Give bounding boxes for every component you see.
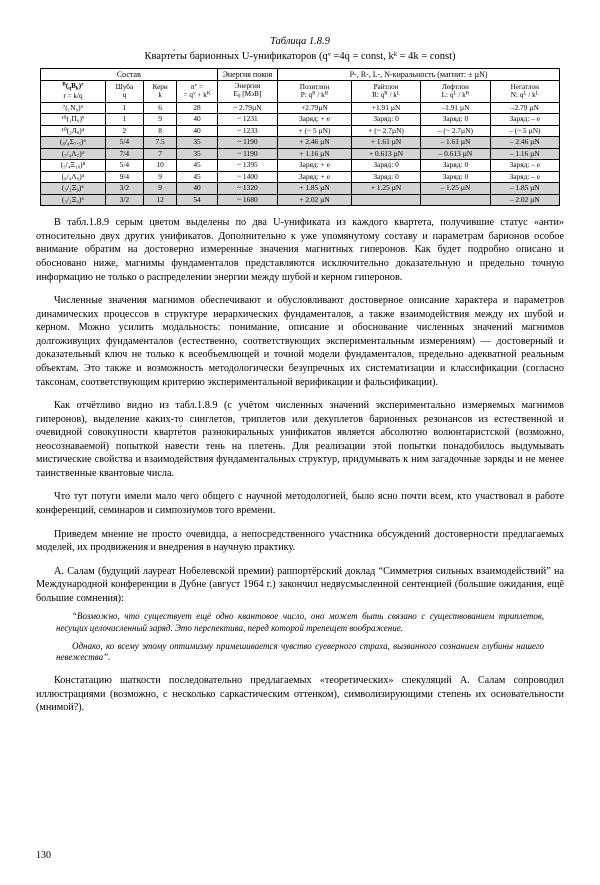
cell-composition: (₇/₄Λ₇)⁴ xyxy=(41,148,106,160)
cell-r: Заряд: 0 xyxy=(351,171,420,183)
cell-n: – 1.16 µN xyxy=(490,148,559,160)
cell-l: – 0.613 µN xyxy=(421,148,490,160)
cell-composition: (₃/₂Ξ₉)⁶ xyxy=(41,194,106,206)
table-row xyxy=(41,183,560,195)
quote-line-1: “Возможно, что существует ещё одно квантовое число, оно может быть связано с существованием триплетов, несущих целочисленный заряд. Это перспектива, перед которой трепещет воображение. xyxy=(56,611,544,634)
cell-energy: ~ 1233 xyxy=(217,125,277,137)
cell-q: 2 xyxy=(105,125,143,137)
table-title: Кварте́ты барионных U-унификаторов (qᵛ =4q = const, kᵏ = 4k = const) xyxy=(144,51,456,62)
cell-r xyxy=(351,194,420,206)
cell-r: + (~ 2.7µN) xyxy=(351,125,420,137)
cell-composition: (₃/₂Ξ₉)⁶ xyxy=(41,183,106,195)
cell-nv: 40 xyxy=(177,183,217,195)
cell-nv: 40 xyxy=(177,114,217,126)
cell-l xyxy=(421,194,490,206)
cell-q: 7/4 xyxy=(105,148,143,160)
cell-energy: ~ 1320 xyxy=(217,183,277,195)
paragraph-4: Что тут потуги имели мало чего общего с научной методологией, было ясно почти всем, кто участвовал в работе конференций, семинаров и симпозиумов того времени. xyxy=(36,491,564,517)
table-row xyxy=(41,148,560,160)
cell-r: +1.91 µN xyxy=(351,102,420,114)
col-header-negatlon: Негатлон N: $q^L / k^L$ xyxy=(490,81,559,103)
table-row xyxy=(41,160,560,172)
cell-nv: 45 xyxy=(177,171,217,183)
table-row xyxy=(41,194,560,206)
cell-energy: ~ 1395 xyxy=(217,160,277,172)
group-header-energy: Энергия покоя xyxy=(217,69,277,81)
cell-q: 9/4 xyxy=(105,171,143,183)
cell-n: Заряд: – e xyxy=(490,171,559,183)
cell-k: 8 xyxy=(143,125,177,137)
col-header-leftlon: Лефтлон L: $q^L / k^R$ xyxy=(421,81,490,103)
cell-r: + 1.61 µN xyxy=(351,137,420,149)
cell-p: + 1.85 µN xyxy=(278,183,352,195)
group-header-sostav: Состав xyxy=(41,69,218,81)
cell-n: – 2.46 µN xyxy=(490,137,559,149)
table-row xyxy=(41,125,560,137)
cell-q: 1 xyxy=(105,102,143,114)
table-row xyxy=(41,137,560,149)
cell-energy: ~ 1190 xyxy=(217,148,277,160)
cell-composition: ¹⁰(₁П₉)⁹ xyxy=(41,114,106,126)
cell-r: + 0.613 µN xyxy=(351,148,420,160)
cell-k: 9 xyxy=(143,114,177,126)
cell-nv: 35 xyxy=(177,148,217,160)
cell-p: Заряд: + e xyxy=(278,171,352,183)
table-row xyxy=(41,102,560,114)
cell-nv: 54 xyxy=(177,194,217,206)
cell-n: –2.79 µN xyxy=(490,102,559,114)
cell-l: –1.91 µN xyxy=(421,102,490,114)
cell-p: + 1.16 µN xyxy=(278,148,352,160)
cell-n: – (~ 5 µN) xyxy=(490,125,559,137)
cell-energy: ~ 1400 xyxy=(217,171,277,183)
cell-n: – 2.02 µN xyxy=(490,194,559,206)
cell-energy: ~ 1190 xyxy=(217,137,277,149)
cell-n: Заряд: – e xyxy=(490,114,559,126)
col-header-raytlon: Райтлон R: $q^R / k^L$ xyxy=(351,81,420,103)
cell-k: 6 xyxy=(143,102,177,114)
paragraph-3: Как отчётливо видно из табл.1.8.9 (с учётом численных значений экспериментально измеряемых магнимов гиперонов), выделение каких-то синглетов, триплетов или декуплетов барионных резонансов из естественной и очевидной совокупности кварте́тов разнокиральных унификатов является абсолютно волюнтаристской (возможно, неосознаваемой) попыткой навести тень на плетень. Для реализации этой попытки понадобилось выдумывать мистические свойства и взаимодействия фундаментальных структур, придумывать к ним загадочные заряды и не менее таинственные квантовые числа. xyxy=(36,400,564,479)
cell-l: Заряд: 0 xyxy=(421,114,490,126)
paragraph-2: Численные значения магнимов обеспечивают и обусловливают достоверное описание характера и параметров динамических процессов в структуре иерархических фундаменталов, а также взаимодействия между их шубой и керном. Можно усилить модальность: понимание, описание и обоснование численных значений магнимов долгоживущих фундаменталов (естественно, соответствующих экспериментальным измерениям) — достоверный и доказательный ключ не только к всеобъемлющей и точной модели фундаменталов, предельно адекватной реальным объектам. Это также и возможность методологически безупречных их систематизации и классификации (согласно таксонам, соответствующим критерию экспериментальной верификации и фальсификации). xyxy=(36,295,564,388)
cell-p: + 2.02 µN xyxy=(278,194,352,206)
cell-nv: 40 xyxy=(177,125,217,137)
col-header-shuba: Шуба q xyxy=(105,81,143,103)
cell-n: Заряд: – e xyxy=(490,160,559,172)
cell-k: 7.5 xyxy=(143,137,177,149)
cell-k: 12 xyxy=(143,194,177,206)
cell-nv: 28 xyxy=(177,102,217,114)
cell-nv: 45 xyxy=(177,160,217,172)
cell-k: 7 xyxy=(143,148,177,160)
group-header-chirality: P-, R-, L-, N-киральность (магнит: ± µN) xyxy=(278,69,560,81)
cell-q: 3/2 xyxy=(105,183,143,195)
cell-q: 5/4 xyxy=(105,137,143,149)
cell-l: – (~ 2.7µN) xyxy=(421,125,490,137)
quote-line-2: Однако, ко всему этому оптимизму примешивается чувство суеверного страха, вызванного сознанием глубины нашего невежества”. xyxy=(56,640,544,663)
cell-n: – 1.85 µN xyxy=(490,183,559,195)
col-header-kern: Керн k xyxy=(143,81,177,103)
cell-q: 5/4 xyxy=(105,160,143,172)
cell-composition: (₉/₄Λ₉)⁴ xyxy=(41,171,106,183)
cell-composition: ⁷(₁N₆)⁶ xyxy=(41,102,106,114)
cell-k: 9 xyxy=(143,171,177,183)
paragraph-5: Приведем мнение не просто очевидца, а непосредственного участника обсуждений достоверности предлагаемых моделей, их продвижения и внедрения в научную практику. xyxy=(36,528,564,554)
cell-l: – 1.61 µN xyxy=(421,137,490,149)
cell-energy: ~ 1680 xyxy=(217,194,277,206)
table-row xyxy=(41,171,560,183)
cell-r: + 1.25 µN xyxy=(351,183,420,195)
cell-p: Заряд: + e xyxy=(278,114,352,126)
cell-l: – 1.25 µN xyxy=(421,183,490,195)
cell-q: 1 xyxy=(105,114,143,126)
cell-composition: (₈/₄Σ₇.₅)⁶ xyxy=(41,137,106,149)
cell-l: Заряд: 0 xyxy=(421,160,490,172)
baryon-unificator-table xyxy=(40,68,560,206)
paragraph-6: А. Салам (будущий лауреат Нобелевской премии) раппортёрский доклад “Симметрия сильных взаимодействий” на Международной конференции в Дубне (август 1964 г.) закончил недвусмысленной сентенцией (большие ожидания, ещё большие сомнения): xyxy=(36,565,564,604)
cell-l: Заряд: 0 xyxy=(421,171,490,183)
document-page xyxy=(0,36,600,885)
cell-composition: ¹⁰(₂Л₈)⁴ xyxy=(41,125,106,137)
cell-p: +2.79µN xyxy=(278,102,352,114)
col-header-positlon: Позитлон P: $q^R / k^R$ xyxy=(278,81,352,103)
cell-composition: (₅/₄Ξ₁₀)⁸ xyxy=(41,160,106,172)
cell-k: 9 xyxy=(143,183,177,195)
cell-r: Заряд: 0 xyxy=(351,114,420,126)
col-header-bbk: $^B(_qB_k)^r$ r = k/q xyxy=(41,81,106,103)
table-subheader-row xyxy=(41,81,560,103)
cell-p: Заряд: + e xyxy=(278,160,352,172)
cell-nv: 35 xyxy=(177,137,217,149)
table-group-header-row xyxy=(41,69,560,81)
cell-p: + (~ 5 µN) xyxy=(278,125,352,137)
col-header-energy: Энергия $E_0$ [МэВ] xyxy=(217,81,277,103)
cell-k: 10 xyxy=(143,160,177,172)
paragraph-1: В табл.1.8.9 серым цветом выделены по два U-унификата из каждого квартета, получившие статус «анти» относительно двух других унификатов. Дополнительно к уже упомянутому составу и параметрам барионов особое внимание обратим на достоверно измеренные значения магнитных гиперонов. Как будет подробно описано и обосновано ниже, магнимы фундаменталов представляются исключительно доказательную и предельно точную информацию не только о распределении энергии между шубой и керном гиперонов. xyxy=(36,217,564,283)
cell-p: + 2.46 µN xyxy=(278,137,352,149)
table-row xyxy=(41,114,560,126)
page-number: 130 xyxy=(36,850,51,861)
cell-r: Заряд: 0 xyxy=(351,160,420,172)
table-caption: Таблица 1.8.9 xyxy=(270,36,330,47)
cell-energy: ~ 2.79µN xyxy=(217,102,277,114)
cell-q: 3/2 xyxy=(105,194,143,206)
paragraph-7: Констатацию шаткости последовательно предлагаемых «теоретических» спекуляций А. Салам сопроводил иллюстрациями (возможно, с несколько саркастическим оттенком), символизирующими степень их основательности (мнимой?). xyxy=(36,675,564,714)
cell-energy: ~ 1231 xyxy=(217,114,277,126)
col-header-nv: $n^v$ = = $q^v + k^K$ xyxy=(177,81,217,103)
